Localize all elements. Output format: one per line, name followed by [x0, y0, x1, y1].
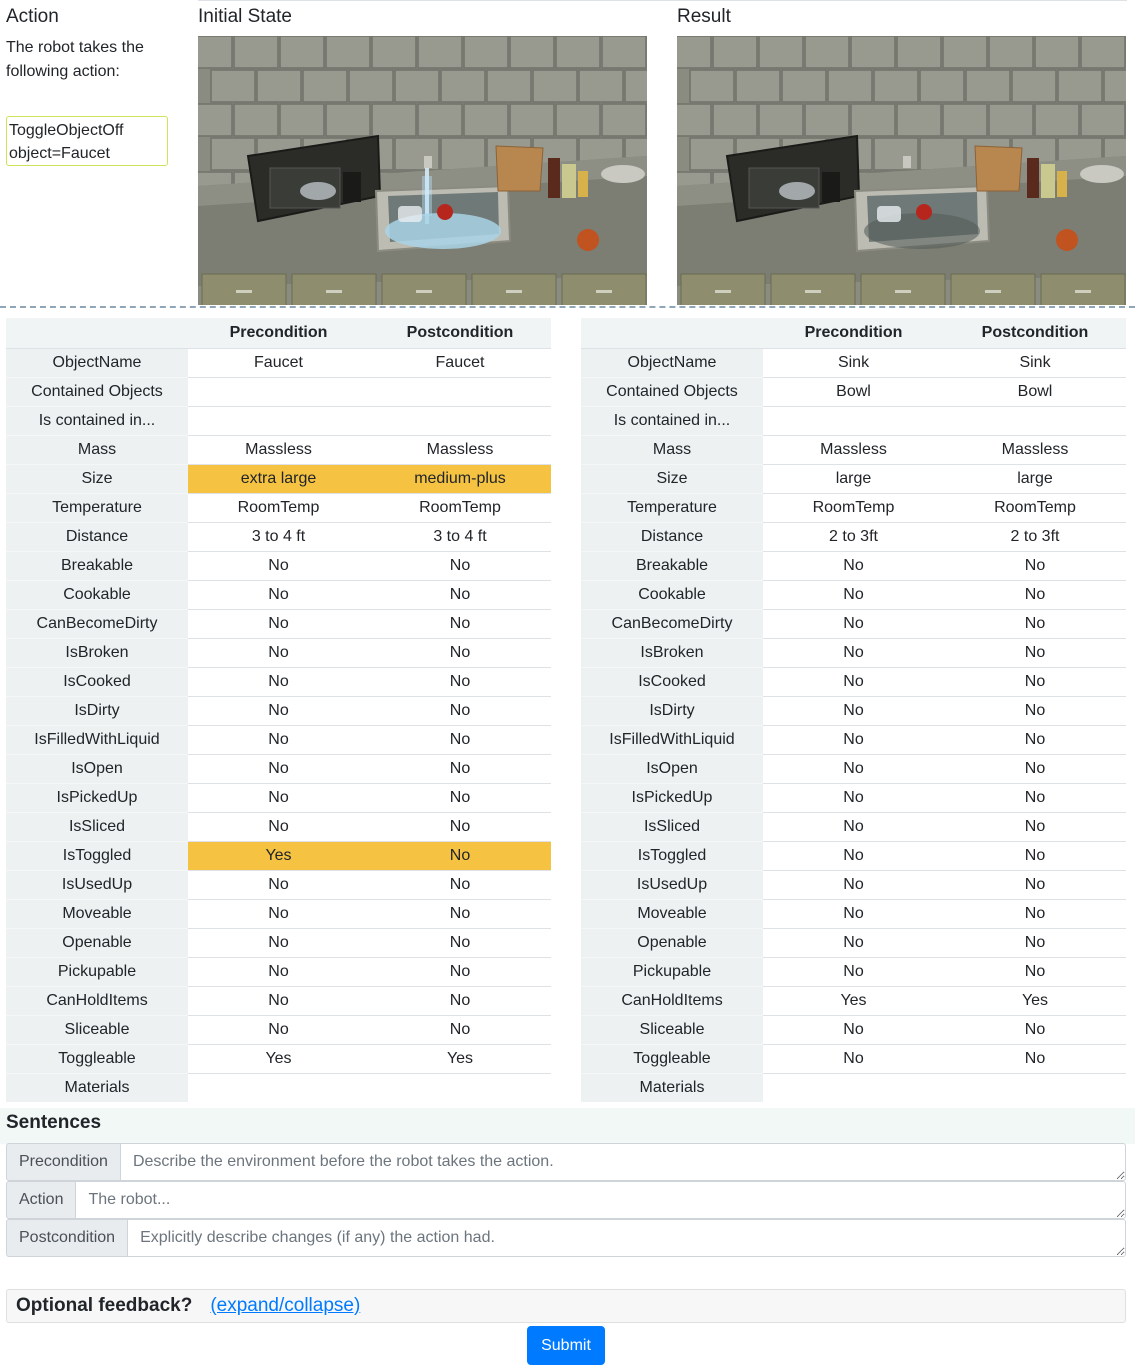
property-label: ObjectName	[6, 348, 188, 377]
precondition-column-header: Precondition	[763, 318, 944, 348]
property-label: Temperature	[581, 493, 763, 522]
postcondition-value: No	[944, 870, 1126, 899]
sink-properties-table	[581, 318, 1126, 1102]
property-label: IsBroken	[6, 638, 188, 667]
table-row	[6, 957, 551, 986]
precondition-value: No	[763, 580, 944, 609]
table-row	[6, 348, 551, 377]
precondition-textarea[interactable]	[120, 1143, 1126, 1181]
table-row	[581, 754, 1126, 783]
property-label: Materials	[6, 1073, 188, 1102]
precondition-value: No	[188, 986, 369, 1015]
property-label: IsUsedUp	[6, 870, 188, 899]
table-row	[6, 928, 551, 957]
precondition-value: Yes	[763, 986, 944, 1015]
property-label: Moveable	[6, 899, 188, 928]
table-row	[581, 464, 1126, 493]
property-label: Pickupable	[6, 957, 188, 986]
postcondition-value: No	[944, 667, 1126, 696]
postcondition-value: large	[944, 464, 1126, 493]
table-row	[581, 406, 1126, 435]
table-row	[6, 986, 551, 1015]
property-label: Toggleable	[581, 1044, 763, 1073]
precondition-value: Yes	[188, 1044, 369, 1073]
postcondition-value: RoomTemp	[369, 493, 551, 522]
table-row	[581, 580, 1126, 609]
table-row	[581, 551, 1126, 580]
table-row	[581, 1015, 1126, 1044]
corner-cell	[581, 318, 763, 348]
table-row	[581, 609, 1126, 638]
precondition-value: Sink	[763, 348, 944, 377]
postcondition-value: No	[369, 696, 551, 725]
table-row	[6, 609, 551, 638]
table-row	[581, 812, 1126, 841]
postcondition-value: No	[944, 812, 1126, 841]
postcondition-value	[369, 1073, 551, 1102]
postcondition-value: No	[369, 754, 551, 783]
precondition-value: extra large	[188, 464, 369, 493]
precondition-value: No	[763, 696, 944, 725]
postcondition-value: No	[369, 609, 551, 638]
postcondition-value: No	[369, 928, 551, 957]
table-row	[581, 348, 1126, 377]
precondition-value: No	[763, 928, 944, 957]
table-row	[6, 580, 551, 609]
feedback-question: Optional feedback?	[16, 1295, 193, 1316]
postcondition-value: No	[944, 957, 1126, 986]
table-row	[581, 986, 1126, 1015]
precondition-value: No	[763, 899, 944, 928]
table-row	[6, 522, 551, 551]
precondition-value: Bowl	[763, 377, 944, 406]
postcondition-value	[944, 406, 1126, 435]
postcondition-value	[369, 406, 551, 435]
table-row	[581, 1073, 1126, 1102]
precondition-value: 2 to 3ft	[763, 522, 944, 551]
postcondition-value: No	[944, 696, 1126, 725]
property-label: Is contained in...	[581, 406, 763, 435]
property-label: Sliceable	[6, 1015, 188, 1044]
property-label: CanHoldItems	[6, 986, 188, 1015]
precondition-value: RoomTemp	[763, 493, 944, 522]
property-label: Moveable	[581, 899, 763, 928]
precondition-value: No	[763, 957, 944, 986]
precondition-value: No	[188, 754, 369, 783]
table-row	[581, 522, 1126, 551]
table-row	[6, 841, 551, 870]
property-label: IsOpen	[581, 754, 763, 783]
precondition-value: No	[188, 609, 369, 638]
postcondition-value: No	[944, 551, 1126, 580]
precondition-value: No	[188, 870, 369, 899]
property-label: Temperature	[6, 493, 188, 522]
table-row	[6, 435, 551, 464]
corner-cell	[6, 318, 188, 348]
property-label: Mass	[6, 435, 188, 464]
table-row	[581, 870, 1126, 899]
precondition-value: No	[188, 667, 369, 696]
precondition-value: No	[763, 870, 944, 899]
table-row	[581, 435, 1126, 464]
result-header: Result	[677, 6, 731, 27]
table-row	[6, 812, 551, 841]
postcondition-value: Sink	[944, 348, 1126, 377]
table-row	[581, 638, 1126, 667]
postcondition-value: No	[944, 841, 1126, 870]
action-type: ToggleObjectOff	[9, 122, 124, 139]
precondition-value	[188, 1073, 369, 1102]
property-label: IsPickedUp	[6, 783, 188, 812]
precondition-value	[188, 377, 369, 406]
property-label: IsOpen	[6, 754, 188, 783]
table-row	[6, 406, 551, 435]
table-row	[6, 754, 551, 783]
section-divider	[0, 306, 1135, 308]
submit-button[interactable]: Submit	[527, 1326, 605, 1365]
postcondition-value: No	[369, 638, 551, 667]
property-label: Size	[581, 464, 763, 493]
property-label: Breakable	[581, 551, 763, 580]
postcondition-value: No	[369, 580, 551, 609]
postcondition-value	[369, 377, 551, 406]
postcondition-value: No	[369, 725, 551, 754]
postcondition-input-group	[6, 1219, 1126, 1257]
action-object: object=Faucet	[9, 145, 110, 162]
precondition-value	[188, 406, 369, 435]
precondition-value: No	[188, 580, 369, 609]
table-row	[6, 725, 551, 754]
precondition-value: large	[763, 464, 944, 493]
property-label: CanBecomeDirty	[581, 609, 763, 638]
feedback-panel	[6, 1289, 1126, 1323]
postcondition-value: Yes	[369, 1044, 551, 1073]
property-label: Distance	[581, 522, 763, 551]
sentences-band	[0, 1108, 1135, 1144]
postcondition-column-header: Postcondition	[369, 318, 551, 348]
postcondition-value: No	[944, 928, 1126, 957]
initial-state-image	[198, 36, 647, 305]
postcondition-value: No	[369, 870, 551, 899]
postcondition-value: Faucet	[369, 348, 551, 377]
precondition-value: No	[763, 783, 944, 812]
postcondition-value: No	[369, 957, 551, 986]
property-label: Openable	[581, 928, 763, 957]
result-image	[677, 36, 1126, 305]
postcondition-value: Massless	[369, 435, 551, 464]
postcondition-value	[944, 1073, 1126, 1102]
precondition-value: No	[188, 551, 369, 580]
table-row	[6, 1073, 551, 1102]
postcondition-value: Yes	[944, 986, 1126, 1015]
postcondition-value: No	[369, 812, 551, 841]
property-label: IsDirty	[581, 696, 763, 725]
property-label: Materials	[581, 1073, 763, 1102]
postcondition-value: 2 to 3ft	[944, 522, 1126, 551]
precondition-value: No	[763, 812, 944, 841]
action-label: Action	[6, 1181, 75, 1219]
precondition-input-group	[6, 1143, 1126, 1181]
property-label: IsCooked	[581, 667, 763, 696]
precondition-value	[763, 406, 944, 435]
table-row	[6, 1044, 551, 1073]
table-row	[6, 870, 551, 899]
precondition-value: 3 to 4 ft	[188, 522, 369, 551]
postcondition-value: Massless	[944, 435, 1126, 464]
property-label: IsFilledWithLiquid	[6, 725, 188, 754]
table-row	[581, 667, 1126, 696]
precondition-value: No	[763, 1015, 944, 1044]
postcondition-value: No	[944, 609, 1126, 638]
postcondition-value: No	[369, 841, 551, 870]
precondition-value: No	[188, 812, 369, 841]
precondition-value: No	[188, 638, 369, 667]
postcondition-value: No	[944, 783, 1126, 812]
precondition-value: Yes	[188, 841, 369, 870]
postcondition-value: No	[944, 1044, 1126, 1073]
postcondition-value: Bowl	[944, 377, 1126, 406]
table-row	[581, 841, 1126, 870]
property-label: Cookable	[581, 580, 763, 609]
table-row	[581, 899, 1126, 928]
postcondition-value: 3 to 4 ft	[369, 522, 551, 551]
property-label: Toggleable	[6, 1044, 188, 1073]
table-row	[581, 696, 1126, 725]
postcondition-column-header: Postcondition	[944, 318, 1126, 348]
postcondition-label: Postcondition	[6, 1219, 127, 1257]
table-row	[581, 928, 1126, 957]
table-row	[6, 551, 551, 580]
property-label: IsToggled	[581, 841, 763, 870]
property-label: Sliceable	[581, 1015, 763, 1044]
table-row	[581, 493, 1126, 522]
precondition-value: No	[763, 638, 944, 667]
table-row	[6, 667, 551, 696]
precondition-value: Massless	[188, 435, 369, 464]
postcondition-value: No	[369, 899, 551, 928]
precondition-value: Faucet	[188, 348, 369, 377]
property-label: Breakable	[6, 551, 188, 580]
postcondition-value: medium-plus	[369, 464, 551, 493]
precondition-value: No	[188, 957, 369, 986]
property-label: Is contained in...	[6, 406, 188, 435]
sentences-title: Sentences	[6, 1112, 102, 1133]
precondition-value: No	[763, 725, 944, 754]
table-row	[581, 1044, 1126, 1073]
precondition-value: No	[763, 667, 944, 696]
precondition-label: Precondition	[6, 1143, 120, 1181]
property-label: IsCooked	[6, 667, 188, 696]
property-label: IsBroken	[581, 638, 763, 667]
table-row	[6, 377, 551, 406]
property-label: ObjectName	[581, 348, 763, 377]
postcondition-value: No	[944, 725, 1126, 754]
property-label: IsUsedUp	[581, 870, 763, 899]
postcondition-value: No	[369, 986, 551, 1015]
postcondition-value: No	[944, 1015, 1126, 1044]
table-row	[581, 957, 1126, 986]
postcondition-value: No	[369, 551, 551, 580]
table-row	[581, 725, 1126, 754]
precondition-value: No	[188, 1015, 369, 1044]
table-row	[6, 1015, 551, 1044]
table-row	[6, 638, 551, 667]
table-row	[581, 783, 1126, 812]
initial-state-header: Initial State	[198, 6, 292, 27]
property-label: Contained Objects	[581, 377, 763, 406]
precondition-value: No	[188, 783, 369, 812]
property-label: CanBecomeDirty	[6, 609, 188, 638]
precondition-column-header: Precondition	[188, 318, 369, 348]
precondition-value: No	[188, 928, 369, 957]
table-row	[6, 464, 551, 493]
postcondition-value: No	[369, 1015, 551, 1044]
faucet-properties-table	[6, 318, 551, 1102]
postcondition-value: No	[369, 667, 551, 696]
postcondition-value: No	[944, 580, 1126, 609]
postcondition-value: RoomTemp	[944, 493, 1126, 522]
table-row	[6, 493, 551, 522]
property-label: Cookable	[6, 580, 188, 609]
action-input-group	[6, 1181, 1126, 1219]
feedback-toggle-link[interactable]: (expand/collapse)	[210, 1295, 361, 1316]
precondition-value: No	[188, 725, 369, 754]
precondition-value: No	[763, 551, 944, 580]
precondition-value: No	[763, 841, 944, 870]
postcondition-value: No	[944, 754, 1126, 783]
property-label: IsDirty	[6, 696, 188, 725]
postcondition-value: No	[369, 783, 551, 812]
top-rule	[198, 0, 1127, 1]
postcondition-value: No	[944, 899, 1126, 928]
property-label: CanHoldItems	[581, 986, 763, 1015]
property-label: Distance	[6, 522, 188, 551]
precondition-value	[763, 1073, 944, 1102]
precondition-value: Massless	[763, 435, 944, 464]
property-label: IsFilledWithLiquid	[581, 725, 763, 754]
precondition-value: No	[188, 696, 369, 725]
property-label: IsSliced	[6, 812, 188, 841]
property-label: Pickupable	[581, 957, 763, 986]
postcondition-textarea[interactable]	[127, 1219, 1126, 1257]
precondition-value: No	[188, 899, 369, 928]
property-label: IsToggled	[6, 841, 188, 870]
property-label: IsPickedUp	[581, 783, 763, 812]
property-label: Mass	[581, 435, 763, 464]
table-row	[6, 783, 551, 812]
action-description: The robot takes the following action:	[6, 39, 144, 80]
property-label: Openable	[6, 928, 188, 957]
property-label: Size	[6, 464, 188, 493]
precondition-value: RoomTemp	[188, 493, 369, 522]
property-label: Contained Objects	[6, 377, 188, 406]
postcondition-value: No	[944, 638, 1126, 667]
action-textarea[interactable]	[75, 1181, 1126, 1219]
table-row	[581, 377, 1126, 406]
action-header: Action	[6, 6, 59, 27]
property-label: IsSliced	[581, 812, 763, 841]
action-box	[6, 116, 168, 166]
precondition-value: No	[763, 754, 944, 783]
precondition-value: No	[763, 609, 944, 638]
table-row	[6, 899, 551, 928]
precondition-value: No	[763, 1044, 944, 1073]
table-row	[6, 696, 551, 725]
